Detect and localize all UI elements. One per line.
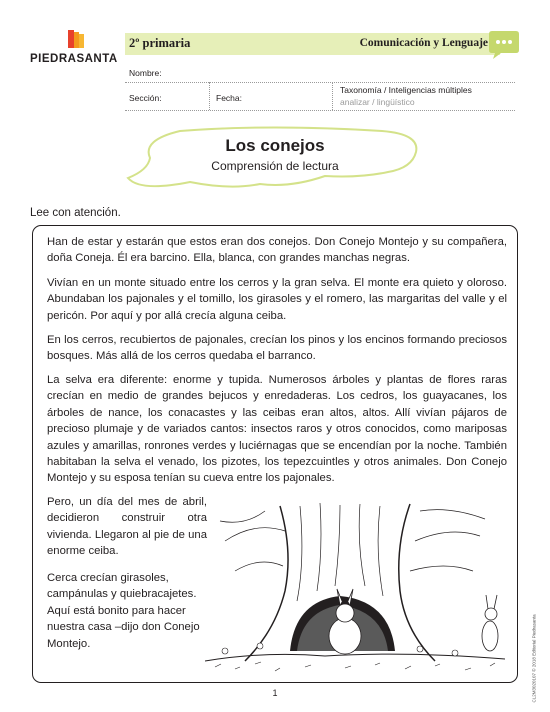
reading-box xyxy=(32,225,518,683)
subject-label: Comunicación y Lenguaje xyxy=(359,37,488,49)
paragraph: Pero, un día del mes de abril, decidieron construir otra vivienda. Llegaron al pie de una enorme ceiba. xyxy=(47,496,207,558)
grade-label: 2º primaria xyxy=(129,36,191,50)
paragraph: Vivían en un monte situado entre los cerros y la gran selva. El monte era quieto y oloroso. Abundaban los pajonales y el tomillo, los girasoles y el romero, las margaritas del valle y el pericón. Por aquí y por allá crecía alguna ceiba. xyxy=(47,277,507,322)
taxonomy-value: analizar / lingüístico xyxy=(340,97,415,107)
date-label: Fecha: xyxy=(216,93,242,103)
paragraph: Cerca crecían girasoles, campánulas y quiebracajetes. Aquí está bonito para hacer nuestra casa –dijo don Conejo Montejo. xyxy=(47,572,200,650)
piedrasanta-logo xyxy=(30,28,120,68)
page-title: Los conejos xyxy=(225,136,325,155)
divider xyxy=(209,82,210,110)
title-banner xyxy=(120,126,430,196)
ceiba-tree-rabbits-illustration xyxy=(205,501,505,676)
name-label: Nombre: xyxy=(129,68,162,78)
book-logo-icon xyxy=(66,28,88,50)
taxonomy-label: Taxonomía / Inteligencias múltiples xyxy=(340,85,472,95)
instruction-text: Lee con atención. xyxy=(30,207,121,219)
copyright-code: CL2M3020107 © 2018 Editorial Piedrasanta xyxy=(531,614,537,703)
divider xyxy=(125,110,515,111)
student-info-form xyxy=(125,60,515,110)
divider xyxy=(332,82,333,110)
paragraph: La selva era diferente: enorme y tupida. Numerosos árboles y plantas de flores raras crecían en medio de grandes bejucos y enredaderas. Los cedros, los guayacanes, los árboles de nance, los conacastes y las ceibas eran altos, altos. Allí vivían pájaros de precioso plumaje y de variados cantos: insectos raros y otros conocidos, como mariposas azules y amarillas, ronrones verdes y luciérnagas que se encendían por la noche. También habitaban la selva el venado, los pizotes, los tepezcuintles y otros animales. Don Conejo Montejo y su esposa tenían su cueva entre los pajonales. xyxy=(47,374,507,485)
grade-subject-bar xyxy=(125,33,500,55)
page-number: 1 xyxy=(272,688,278,698)
speech-bubble-icon xyxy=(487,28,521,60)
paragraph: En los cerros, recubiertos de pajonales, crecían los pinos y los encinos formando preciosos bosques. Más allá de los cerros quedaba el barranco. xyxy=(47,334,507,363)
divider xyxy=(125,82,515,83)
brand-name: PIEDRASANTA xyxy=(30,53,118,65)
section-label: Sección: xyxy=(129,93,162,103)
paragraph: Han de estar y estarán que estos eran dos conejos. Don Conejo Montejo y su compañera, doña Coneja. Él era barcino. Ella, blanca, con grandes manchas negras. xyxy=(47,236,507,265)
page-subtitle: Comprensión de lectura xyxy=(211,159,339,173)
